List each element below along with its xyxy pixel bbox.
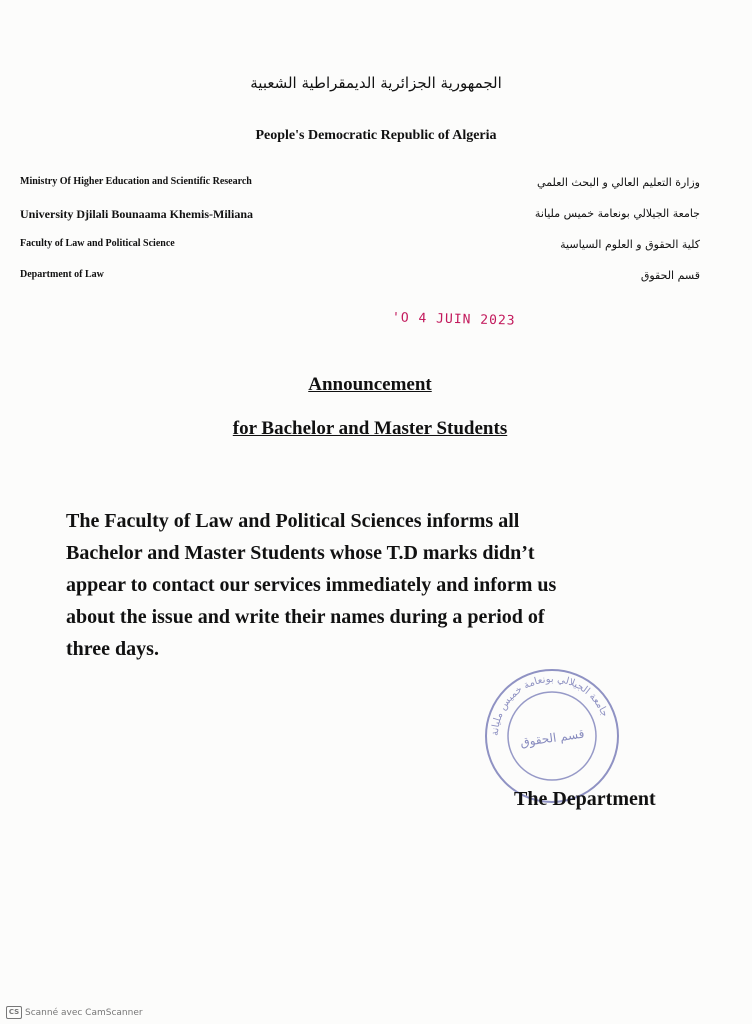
date-stamp: 'O 4 JUIN 2023 <box>391 310 516 329</box>
arabic-country-title: الجمهورية الجزائرية الديمقراطية الشعبية <box>250 74 502 92</box>
department-line-arabic: قسم الحقوق <box>640 269 700 282</box>
body-line: three days. <box>66 638 159 660</box>
department-line: Department of Law <box>20 269 104 280</box>
signature-department: The Department <box>514 788 656 810</box>
department-seal <box>482 666 622 806</box>
announcement-title: Announcement <box>308 374 432 395</box>
body-line: The Faculty of Law and Political Sciences informs all <box>66 510 520 532</box>
faculty-line-arabic: كلية الحقوق و العلوم السياسية <box>560 238 700 251</box>
left-header-block <box>20 176 340 300</box>
english-country-title: People's Democratic Republic of Algeria <box>255 128 497 143</box>
announcement-body <box>66 505 686 665</box>
announcement-subtitle: for Bachelor and Master Students <box>232 418 508 439</box>
body-line: about the issue and write their names during a period of <box>66 606 545 628</box>
faculty-line: Faculty of Law and Political Science <box>20 238 175 249</box>
seal-inner-text: قسم الحقوق <box>519 726 586 750</box>
camscanner-icon: CS <box>6 1006 22 1019</box>
body-line: Bachelor and Master Students whose T.D marks didn’t <box>66 542 535 564</box>
university-line: University Djilali Bounaama Khemis-Miliana <box>20 207 254 221</box>
seal-outer-text: جامعة الجيلالي بونعامة خميس مليانة <box>489 673 611 737</box>
ministry-line-arabic: وزارة التعليم العالي و البحث العلمي <box>537 176 700 189</box>
scanner-footer <box>6 1006 143 1019</box>
right-header-block-arabic <box>400 176 700 300</box>
scanner-watermark-text: Scanné avec CamScanner <box>25 1007 143 1018</box>
ministry-line: Ministry Of Higher Education and Scientific Research <box>20 176 252 187</box>
body-line: appear to contact our services immediately and inform us <box>66 574 557 596</box>
university-line-arabic: جامعة الجيلالي بونعامة خميس مليانة <box>534 207 700 220</box>
